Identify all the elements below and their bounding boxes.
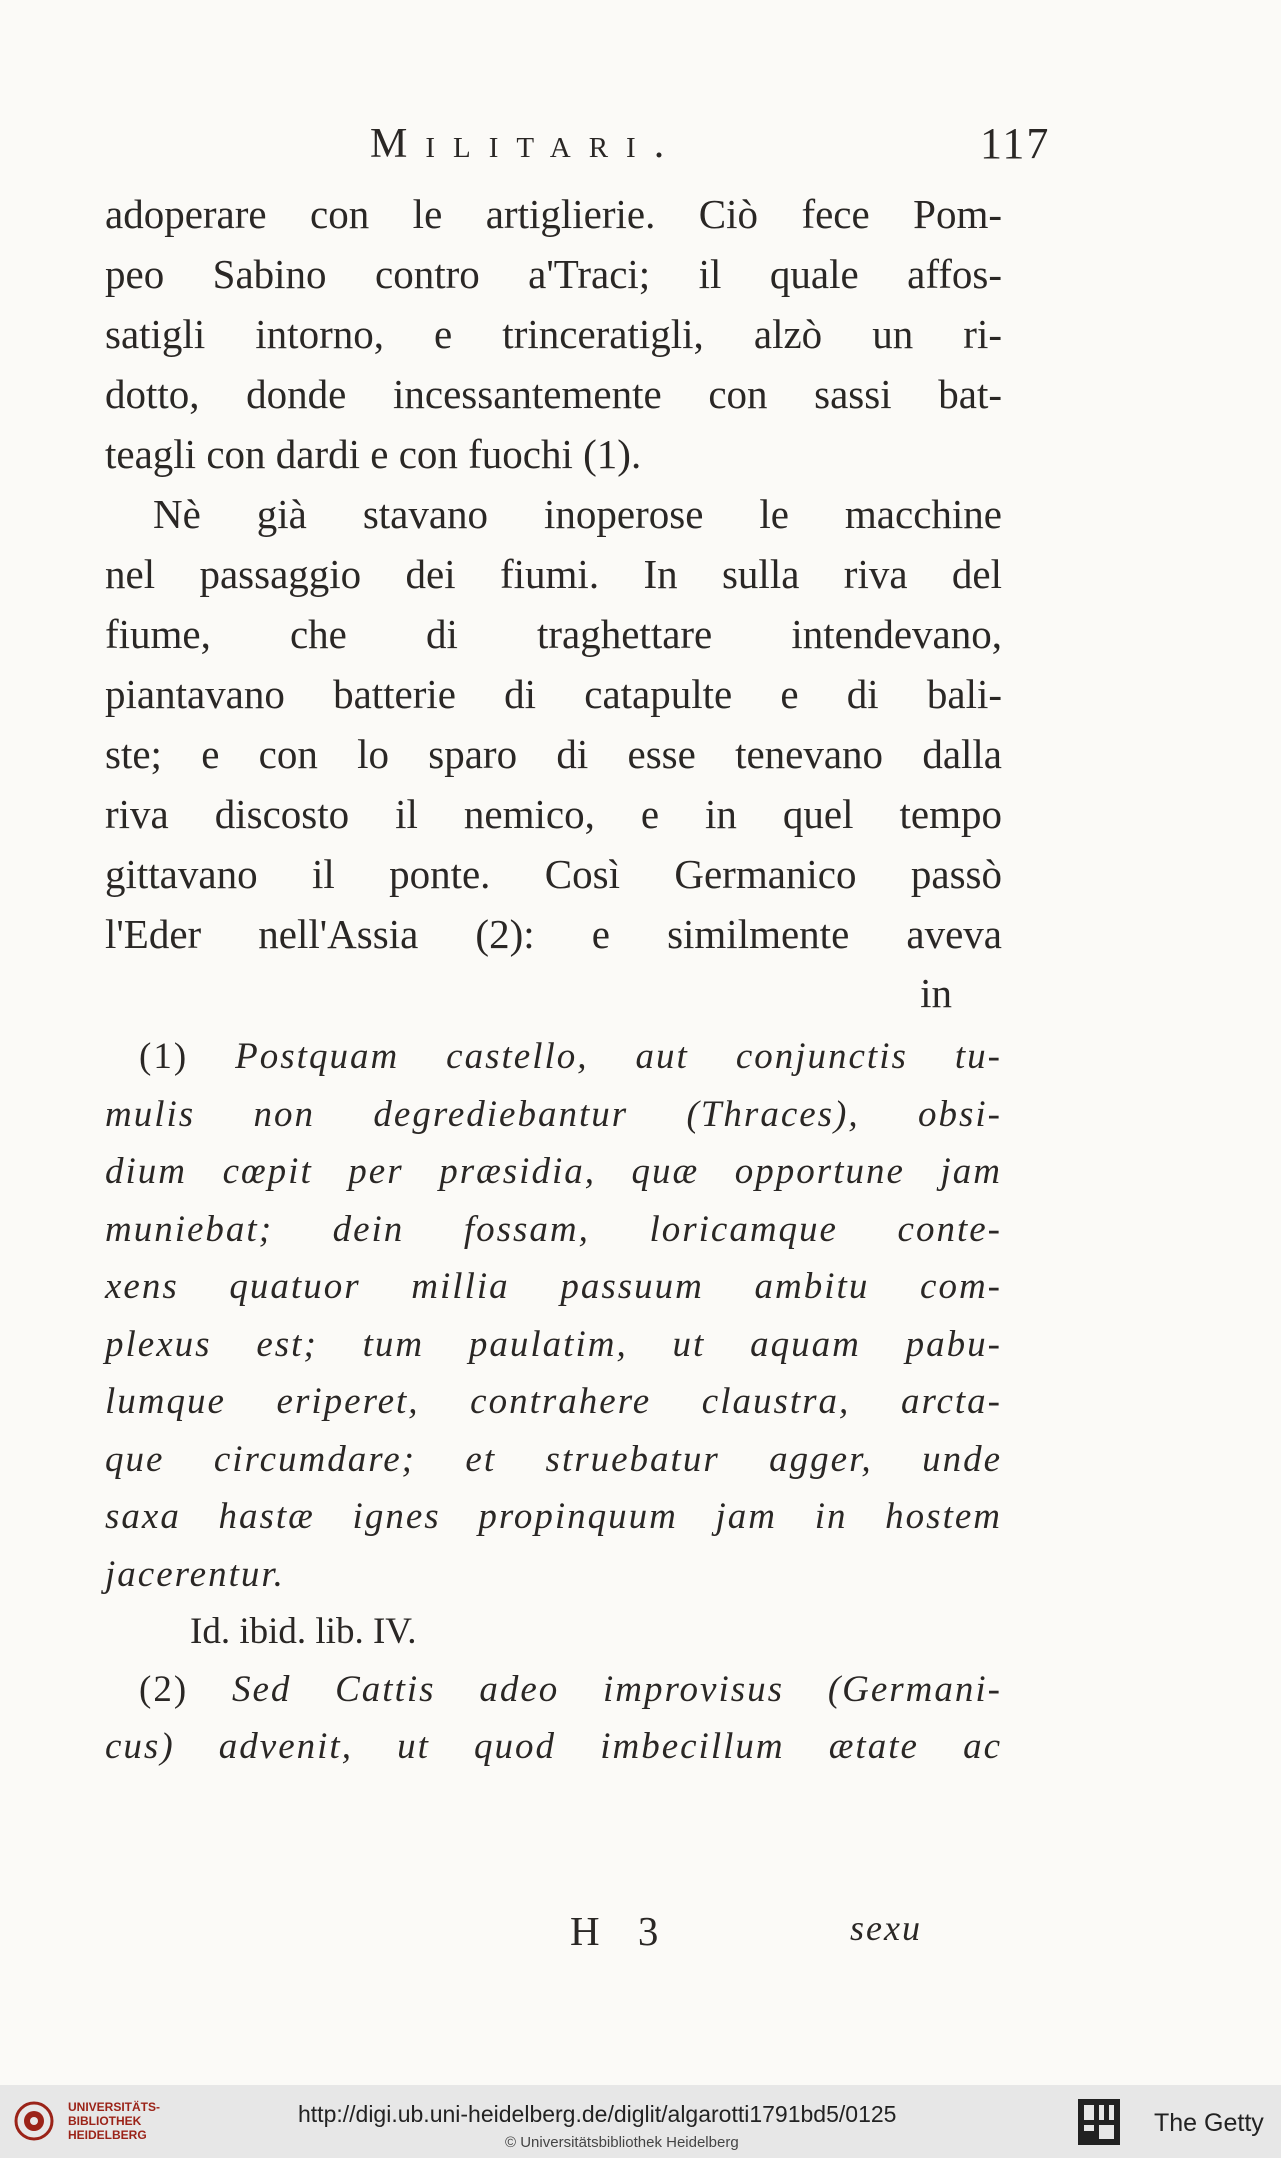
footnote-text: Postquam castello, aut conjunctis tu- [235, 1036, 1003, 1077]
body-text [105, 184, 1002, 1022]
footnote-line: dium cœpit per præsidia, quæ opportune jam [105, 1151, 1002, 1192]
body-line: gittavano il ponte. Così Germanico passò [105, 851, 1002, 897]
footnote-text: Sed Cattis adeo improvisus (Germani- [231, 1668, 1002, 1710]
footnote-line [105, 1661, 1002, 1719]
copyright-notice: © Universitätsbibliothek Heidelberg [505, 2134, 739, 2151]
body-line: fiume, che di traghettare intendevano, [105, 611, 1002, 657]
university-library-logo-icon [14, 2101, 54, 2141]
body-line: peo Sabino contro a'Traci; il quale affos- [105, 251, 1002, 297]
body-line: adoperare con le artiglierie. Ciò fece Pom- [105, 191, 1002, 237]
body-line: l'Eder nell'Assia (2): e similmente aveva [105, 911, 1002, 957]
body-line: riva discosto il nemico, e in quel tempo [105, 791, 1002, 837]
library-name-line: BIBLIOTHEK [68, 2114, 142, 2128]
body-line: Nè già stavano inoperose le macchine [153, 491, 1002, 537]
text-block [105, 184, 1003, 1954]
body-line: dotto, donde incessantemente con sassi bat- [105, 371, 1002, 417]
library-bar [0, 2085, 1281, 2158]
running-head [60, 112, 1281, 172]
footnote-line: jacerentur. [105, 1553, 285, 1595]
footnote-marker: (1) [139, 1036, 189, 1077]
footnote-line: xens quatuor millia passuum ambitu com- [105, 1266, 1002, 1307]
body-line: nel passaggio dei fiumi. In sulla riva del [105, 551, 1002, 597]
footnote-line: que circumdare; et struebatur agger, unde [105, 1438, 1002, 1480]
footnote-marker: (2) [139, 1668, 189, 1710]
body-line: teagli con dardi e con fuochi (1). [105, 431, 642, 477]
footnote-line: lumque eriperet, contrahere claustra, arcta- [105, 1381, 1002, 1422]
footnote-line: saxa hastæ ignes propinquum jam in hostem [105, 1496, 1002, 1537]
running-title: Militari. [370, 121, 683, 167]
partner-name: The Getty [1154, 2109, 1264, 2137]
footnote-line: muniebat; dein fossam, loricamque conte- [105, 1208, 1002, 1250]
footnote-reference: Id. ibid. lib. IV. [190, 1611, 417, 1652]
library-name-line: UNIVERSITÄTS- [68, 2100, 161, 2114]
footnote-line: plexus est; tum paulatim, ut aquam pabu- [105, 1323, 1002, 1365]
page-footer [105, 1907, 1002, 1965]
getty-logo-icon [1078, 2099, 1120, 2145]
signature-mark: H 3 [570, 1908, 673, 1954]
footnote-line: cus) advenit, ut quod imbecillum ætate ac [105, 1726, 1002, 1767]
library-name [68, 2100, 160, 2142]
body-line: piantavano batterie di catapulte e di bali- [105, 671, 1002, 717]
footnote-line: mulis non degrediebantur (Thraces), obsi- [105, 1093, 1002, 1135]
page-number: 117 [980, 119, 1051, 168]
body-line: ste; e con lo sparo di esse tenevano dalla [105, 731, 1002, 777]
archive-url-link[interactable]: http://digi.ub.uni-heidelberg.de/diglit/algarotti1791bd5/0125 [298, 2101, 897, 2127]
footnote-line [105, 1028, 1002, 1086]
body-catchword: in [920, 970, 952, 1016]
library-name-line: HEIDELBERG [68, 2128, 147, 2142]
footer-catchword: sexu [850, 1908, 922, 1948]
footnotes [105, 1028, 1002, 1776]
body-line: satigli intorno, e trinceratigli, alzò un ri- [105, 311, 1002, 357]
